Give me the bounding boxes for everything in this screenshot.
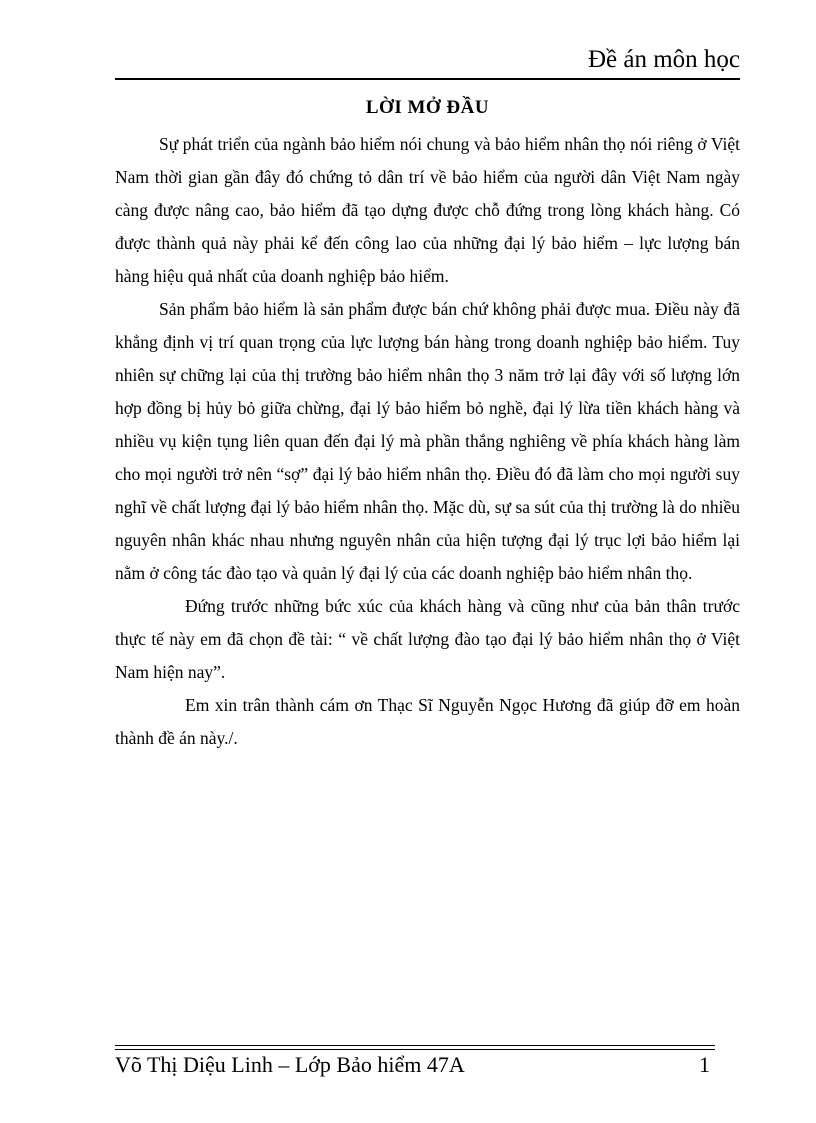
paragraph-thanks: Em xin trân thành cám ơn Thạc Sĩ Nguyễn Ngọc Hương đã giúp đỡ em hoàn thành đề án này./. (115, 695, 740, 748)
footer-rule-bottom (115, 1049, 715, 1050)
footer-author: Võ Thị Diệu Linh – Lớp Bảo hiểm 47A (115, 1052, 465, 1077)
header-rule (115, 78, 740, 80)
document-heading: LỜI MỞ ĐẦU (365, 97, 490, 118)
header-title: Đề án môn học (587, 46, 740, 73)
paragraph-intro: Sự phát triển của ngành bảo hiểm nói chung và bảo hiểm nhân thọ nói riêng ở Việt Nam thời gian gần đây đó chứng tỏ dân trí về bảo hiểm của người dân Việt Nam ngày càng được nâng cao, bảo hiểm đã tạo dựng được chỗ đứng trong lòng khách hàng. Có được thành quả này phải kể đến công lao của những đại lý bảo hiểm – lực lượng bán hàng hiệu quả nhất của doanh nghiệp bảo hiểm. (115, 134, 740, 286)
paragraph-context: Sản phẩm bảo hiểm là sản phẩm được bán chứ không phải được mua. Điều này đã khẳng định vị trí quan trọng của lực lượng bán hàng trong doanh nghiệp bảo hiểm. Tuy nhiên sự chững lại của thị trường bảo hiểm nhân thọ 3 năm trở lại đây với số lượng lớn hợp đồng bị hủy bỏ giữa chừng, đại lý bảo hiểm bỏ nghề, đại lý lừa tiền khách hàng và nhiều vụ kiện tụng liên quan đến đại lý mà phần thắng nghiêng về phía khách hàng làm cho mọi người trở nên “sợ” đại lý bảo hiểm nhân thọ. Điều đó đã làm cho mọi người suy nghĩ về chất lượng đại lý bảo hiểm nhân thọ. Mặc dù, sự sa sút của thị trường là do nhiều nguyên nhân khác nhau nhưng nguyên nhân của hiện tượng đại lý trục lợi bảo hiểm lại nằm ở công tác đào tạo và quản lý đại lý của các doanh nghiệp bảo hiểm nhân thọ. (115, 299, 740, 583)
paragraph-topic: Đứng trước những bức xúc của khách hàng và cũng như của bản thân trước thực tế này em đã chọn đề tài: “ về chất lượng đào tạo đại lý bảo hiểm nhân thọ ở Việt Nam hiện nay”. (115, 596, 740, 682)
document-body (115, 128, 740, 755)
page-number: 1 (699, 1052, 710, 1077)
footer-rule-top (115, 1045, 715, 1046)
